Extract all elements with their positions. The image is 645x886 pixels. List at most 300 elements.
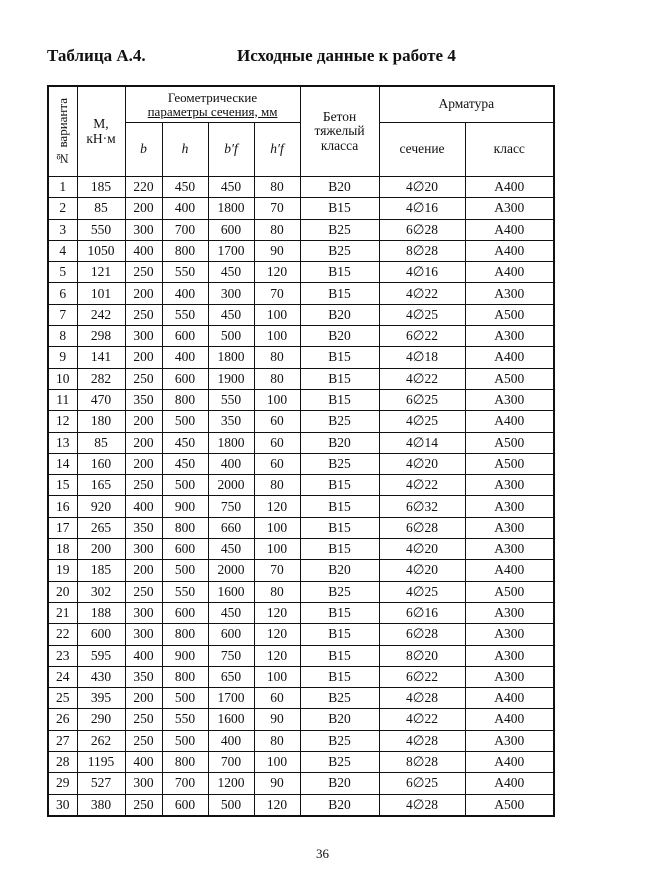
cell-b: 250 xyxy=(125,581,162,602)
cell-section: 4∅18 xyxy=(379,347,465,368)
cell-n: 21 xyxy=(48,602,77,623)
header-moment-line1: M, xyxy=(93,116,109,132)
cell-hf: 120 xyxy=(254,262,300,283)
cell-bf: 450 xyxy=(208,304,254,325)
table-row xyxy=(48,539,554,560)
cell-concrete: B20 xyxy=(300,326,379,347)
cell-hf: 80 xyxy=(254,177,300,198)
cell-section: 4∅22 xyxy=(379,475,465,496)
table-row xyxy=(48,773,554,794)
cell-bf: 1800 xyxy=(208,432,254,453)
cell-n: 27 xyxy=(48,730,77,751)
table-row xyxy=(48,517,554,538)
cell-cls: A400 xyxy=(465,240,554,261)
cell-m: 920 xyxy=(77,496,125,517)
cell-bf: 550 xyxy=(208,389,254,410)
cell-concrete: B15 xyxy=(300,475,379,496)
cell-bf: 600 xyxy=(208,624,254,645)
cell-section: 4∅22 xyxy=(379,368,465,389)
cell-concrete: B25 xyxy=(300,752,379,773)
table-row xyxy=(48,602,554,623)
cell-cls: A400 xyxy=(465,688,554,709)
cell-h: 700 xyxy=(162,219,208,240)
table-row xyxy=(48,219,554,240)
cell-m: 185 xyxy=(77,560,125,581)
header-concrete-line2: тяжелый xyxy=(314,123,365,139)
cell-b: 250 xyxy=(125,262,162,283)
cell-hf: 80 xyxy=(254,730,300,751)
table-row xyxy=(48,709,554,730)
cell-bf: 500 xyxy=(208,794,254,816)
cell-m: 185 xyxy=(77,177,125,198)
cell-cls: A500 xyxy=(465,304,554,325)
cell-hf: 120 xyxy=(254,794,300,816)
cell-m: 290 xyxy=(77,709,125,730)
cell-h: 600 xyxy=(162,326,208,347)
cell-cls: A300 xyxy=(465,517,554,538)
cell-m: 470 xyxy=(77,389,125,410)
cell-hf: 120 xyxy=(254,496,300,517)
cell-hf: 120 xyxy=(254,624,300,645)
cell-section: 4∅25 xyxy=(379,304,465,325)
cell-n: 9 xyxy=(48,347,77,368)
cell-m: 595 xyxy=(77,645,125,666)
cell-hf: 60 xyxy=(254,453,300,474)
cell-h: 550 xyxy=(162,304,208,325)
cell-hf: 100 xyxy=(254,389,300,410)
cell-cls: A300 xyxy=(465,539,554,560)
table-row xyxy=(48,262,554,283)
cell-b: 200 xyxy=(125,411,162,432)
cell-bf: 450 xyxy=(208,177,254,198)
cell-n: 19 xyxy=(48,560,77,581)
cell-section: 4∅28 xyxy=(379,730,465,751)
cell-bf: 500 xyxy=(208,326,254,347)
cell-h: 550 xyxy=(162,581,208,602)
cell-bf: 450 xyxy=(208,539,254,560)
cell-n: 1 xyxy=(48,177,77,198)
cell-m: 1050 xyxy=(77,240,125,261)
cell-concrete: B20 xyxy=(300,560,379,581)
cell-hf: 120 xyxy=(254,645,300,666)
cell-hf: 60 xyxy=(254,432,300,453)
table-row xyxy=(48,347,554,368)
table-row xyxy=(48,496,554,517)
cell-concrete: B15 xyxy=(300,645,379,666)
cell-b: 400 xyxy=(125,752,162,773)
cell-bf: 750 xyxy=(208,496,254,517)
cell-section: 6∅22 xyxy=(379,326,465,347)
cell-bf: 1600 xyxy=(208,709,254,730)
cell-concrete: B15 xyxy=(300,602,379,623)
cell-cls: A300 xyxy=(465,645,554,666)
cell-h: 500 xyxy=(162,560,208,581)
cell-section: 8∅28 xyxy=(379,752,465,773)
cell-b: 250 xyxy=(125,475,162,496)
cell-hf: 90 xyxy=(254,773,300,794)
table-row xyxy=(48,475,554,496)
data-table xyxy=(47,85,555,817)
cell-section: 4∅20 xyxy=(379,453,465,474)
cell-concrete: B15 xyxy=(300,347,379,368)
cell-n: 16 xyxy=(48,496,77,517)
cell-h: 550 xyxy=(162,262,208,283)
cell-hf: 90 xyxy=(254,240,300,261)
cell-concrete: B15 xyxy=(300,517,379,538)
header-concrete-line1: Бетон xyxy=(322,109,357,125)
cell-m: 85 xyxy=(77,198,125,219)
cell-n: 28 xyxy=(48,752,77,773)
cell-concrete: B15 xyxy=(300,368,379,389)
cell-section: 4∅16 xyxy=(379,262,465,283)
cell-section: 6∅28 xyxy=(379,624,465,645)
cell-n: 20 xyxy=(48,581,77,602)
table-row xyxy=(48,581,554,602)
cell-b: 200 xyxy=(125,198,162,219)
cell-section: 4∅20 xyxy=(379,177,465,198)
cell-hf: 100 xyxy=(254,752,300,773)
cell-cls: A500 xyxy=(465,453,554,474)
cell-section: 6∅25 xyxy=(379,389,465,410)
cell-hf: 80 xyxy=(254,219,300,240)
cell-cls: A400 xyxy=(465,262,554,283)
cell-bf: 2000 xyxy=(208,475,254,496)
cell-n: 5 xyxy=(48,262,77,283)
table-row xyxy=(48,389,554,410)
cell-n: 2 xyxy=(48,198,77,219)
table-row xyxy=(48,794,554,816)
cell-section: 4∅25 xyxy=(379,581,465,602)
cell-n: 11 xyxy=(48,389,77,410)
table-label: Таблица А.4. xyxy=(47,46,146,65)
table-row xyxy=(48,198,554,219)
cell-concrete: B20 xyxy=(300,773,379,794)
cell-bf: 450 xyxy=(208,262,254,283)
cell-cls: A400 xyxy=(465,411,554,432)
cell-h: 800 xyxy=(162,240,208,261)
cell-h: 800 xyxy=(162,624,208,645)
header-b: b xyxy=(125,123,162,177)
cell-n: 18 xyxy=(48,539,77,560)
header-rebar-label: Арматура xyxy=(438,96,495,112)
cell-h: 450 xyxy=(162,432,208,453)
cell-m: 298 xyxy=(77,326,125,347)
cell-section: 4∅22 xyxy=(379,709,465,730)
cell-cls: A300 xyxy=(465,666,554,687)
cell-m: 141 xyxy=(77,347,125,368)
cell-bf: 1700 xyxy=(208,240,254,261)
cell-hf: 100 xyxy=(254,539,300,560)
table-row xyxy=(48,688,554,709)
cell-concrete: B15 xyxy=(300,389,379,410)
cell-concrete: B25 xyxy=(300,411,379,432)
cell-section: 4∅28 xyxy=(379,688,465,709)
cell-section: 4∅16 xyxy=(379,198,465,219)
cell-cls: A300 xyxy=(465,198,554,219)
cell-m: 1195 xyxy=(77,752,125,773)
cell-m: 395 xyxy=(77,688,125,709)
cell-bf: 700 xyxy=(208,752,254,773)
cell-b: 400 xyxy=(125,240,162,261)
cell-n: 7 xyxy=(48,304,77,325)
table-row xyxy=(48,752,554,773)
cell-n: 24 xyxy=(48,666,77,687)
cell-n: 12 xyxy=(48,411,77,432)
cell-section: 6∅28 xyxy=(379,517,465,538)
cell-h: 800 xyxy=(162,389,208,410)
cell-m: 430 xyxy=(77,666,125,687)
cell-b: 350 xyxy=(125,517,162,538)
header-variant xyxy=(48,86,77,177)
cell-h: 550 xyxy=(162,709,208,730)
table-row xyxy=(48,283,554,304)
cell-bf: 350 xyxy=(208,411,254,432)
cell-b: 400 xyxy=(125,645,162,666)
cell-cls: A400 xyxy=(465,219,554,240)
cell-bf: 400 xyxy=(208,453,254,474)
cell-concrete: B20 xyxy=(300,709,379,730)
cell-b: 250 xyxy=(125,709,162,730)
cell-b: 200 xyxy=(125,560,162,581)
cell-n: 22 xyxy=(48,624,77,645)
cell-m: 527 xyxy=(77,773,125,794)
table-title: Исходные данные к работе 4 xyxy=(237,46,456,65)
cell-n: 23 xyxy=(48,645,77,666)
header-bf: b′f xyxy=(208,123,254,177)
cell-b: 300 xyxy=(125,219,162,240)
cell-cls: A400 xyxy=(465,709,554,730)
table-row xyxy=(48,453,554,474)
cell-bf: 1600 xyxy=(208,581,254,602)
cell-concrete: B15 xyxy=(300,496,379,517)
cell-n: 10 xyxy=(48,368,77,389)
cell-section: 4∅14 xyxy=(379,432,465,453)
cell-hf: 60 xyxy=(254,411,300,432)
cell-hf: 80 xyxy=(254,368,300,389)
cell-bf: 400 xyxy=(208,730,254,751)
cell-h: 500 xyxy=(162,730,208,751)
cell-h: 500 xyxy=(162,475,208,496)
cell-bf: 1900 xyxy=(208,368,254,389)
cell-h: 800 xyxy=(162,666,208,687)
cell-m: 121 xyxy=(77,262,125,283)
cell-b: 300 xyxy=(125,773,162,794)
header-concrete xyxy=(300,86,379,177)
cell-concrete: B25 xyxy=(300,581,379,602)
cell-cls: A400 xyxy=(465,752,554,773)
table-row xyxy=(48,645,554,666)
cell-h: 700 xyxy=(162,773,208,794)
cell-h: 400 xyxy=(162,347,208,368)
table-body xyxy=(48,177,554,816)
page-number: 36 xyxy=(316,846,329,861)
cell-m: 200 xyxy=(77,539,125,560)
cell-section: 6∅28 xyxy=(379,219,465,240)
cell-n: 30 xyxy=(48,794,77,816)
cell-h: 800 xyxy=(162,752,208,773)
cell-h: 400 xyxy=(162,198,208,219)
cell-section: 6∅32 xyxy=(379,496,465,517)
cell-h: 450 xyxy=(162,453,208,474)
cell-h: 900 xyxy=(162,496,208,517)
table-row xyxy=(48,177,554,198)
cell-section: 6∅22 xyxy=(379,666,465,687)
cell-concrete: B25 xyxy=(300,219,379,240)
cell-cls: A300 xyxy=(465,283,554,304)
cell-concrete: B20 xyxy=(300,794,379,816)
cell-b: 250 xyxy=(125,368,162,389)
cell-concrete: B20 xyxy=(300,304,379,325)
cell-b: 200 xyxy=(125,432,162,453)
cell-section: 8∅28 xyxy=(379,240,465,261)
cell-hf: 70 xyxy=(254,198,300,219)
cell-section: 4∅28 xyxy=(379,794,465,816)
cell-h: 500 xyxy=(162,688,208,709)
cell-b: 220 xyxy=(125,177,162,198)
cell-cls: A300 xyxy=(465,326,554,347)
cell-h: 900 xyxy=(162,645,208,666)
cell-concrete: B15 xyxy=(300,198,379,219)
header-section: сечение xyxy=(379,123,465,177)
header-variant-label: № варианта xyxy=(54,97,70,166)
cell-m: 160 xyxy=(77,453,125,474)
cell-b: 200 xyxy=(125,347,162,368)
cell-section: 4∅25 xyxy=(379,411,465,432)
cell-cls: A400 xyxy=(465,347,554,368)
cell-cls: A300 xyxy=(465,602,554,623)
cell-hf: 80 xyxy=(254,475,300,496)
cell-cls: A500 xyxy=(465,581,554,602)
cell-n: 8 xyxy=(48,326,77,347)
cell-concrete: B15 xyxy=(300,283,379,304)
cell-concrete: B25 xyxy=(300,240,379,261)
cell-hf: 70 xyxy=(254,560,300,581)
cell-bf: 660 xyxy=(208,517,254,538)
cell-n: 14 xyxy=(48,453,77,474)
cell-b: 400 xyxy=(125,496,162,517)
cell-cls: A300 xyxy=(465,475,554,496)
cell-hf: 80 xyxy=(254,581,300,602)
cell-m: 85 xyxy=(77,432,125,453)
table-row xyxy=(48,624,554,645)
cell-concrete: B25 xyxy=(300,453,379,474)
cell-bf: 300 xyxy=(208,283,254,304)
cell-b: 300 xyxy=(125,326,162,347)
cell-concrete: B15 xyxy=(300,624,379,645)
cell-b: 350 xyxy=(125,666,162,687)
cell-h: 600 xyxy=(162,368,208,389)
cell-n: 13 xyxy=(48,432,77,453)
cell-h: 600 xyxy=(162,602,208,623)
cell-h: 800 xyxy=(162,517,208,538)
cell-concrete: B25 xyxy=(300,688,379,709)
header-geometry-line2: параметры сечения, мм xyxy=(147,103,278,119)
cell-b: 300 xyxy=(125,624,162,645)
cell-bf: 2000 xyxy=(208,560,254,581)
cell-cls: A500 xyxy=(465,794,554,816)
cell-n: 25 xyxy=(48,688,77,709)
cell-bf: 650 xyxy=(208,666,254,687)
table-row xyxy=(48,240,554,261)
cell-m: 282 xyxy=(77,368,125,389)
cell-n: 29 xyxy=(48,773,77,794)
cell-n: 3 xyxy=(48,219,77,240)
cell-b: 300 xyxy=(125,602,162,623)
cell-b: 200 xyxy=(125,453,162,474)
cell-section: 6∅25 xyxy=(379,773,465,794)
cell-h: 600 xyxy=(162,539,208,560)
cell-n: 6 xyxy=(48,283,77,304)
table-row xyxy=(48,326,554,347)
cell-m: 265 xyxy=(77,517,125,538)
cell-b: 200 xyxy=(125,283,162,304)
cell-hf: 80 xyxy=(254,347,300,368)
cell-m: 262 xyxy=(77,730,125,751)
cell-cls: A300 xyxy=(465,624,554,645)
cell-concrete: B20 xyxy=(300,432,379,453)
cell-m: 380 xyxy=(77,794,125,816)
cell-hf: 100 xyxy=(254,517,300,538)
cell-cls: A300 xyxy=(465,496,554,517)
cell-b: 350 xyxy=(125,389,162,410)
header-moment-line2: кН·м xyxy=(86,130,116,146)
cell-bf: 1200 xyxy=(208,773,254,794)
cell-n: 26 xyxy=(48,709,77,730)
cell-hf: 100 xyxy=(254,666,300,687)
cell-b: 250 xyxy=(125,730,162,751)
cell-h: 400 xyxy=(162,283,208,304)
table-row xyxy=(48,304,554,325)
cell-n: 4 xyxy=(48,240,77,261)
cell-m: 101 xyxy=(77,283,125,304)
cell-b: 250 xyxy=(125,304,162,325)
header-concrete-line3: класса xyxy=(320,137,359,153)
cell-bf: 1800 xyxy=(208,347,254,368)
cell-h: 500 xyxy=(162,411,208,432)
cell-concrete: B25 xyxy=(300,730,379,751)
header-class: класс xyxy=(465,123,554,177)
header-hf: h′f xyxy=(254,123,300,177)
cell-b: 300 xyxy=(125,539,162,560)
table-row xyxy=(48,432,554,453)
table-row xyxy=(48,560,554,581)
cell-cls: A400 xyxy=(465,177,554,198)
cell-hf: 100 xyxy=(254,304,300,325)
cell-m: 165 xyxy=(77,475,125,496)
cell-m: 242 xyxy=(77,304,125,325)
cell-h: 450 xyxy=(162,177,208,198)
cell-hf: 120 xyxy=(254,602,300,623)
cell-concrete: B15 xyxy=(300,539,379,560)
cell-concrete: B15 xyxy=(300,666,379,687)
cell-m: 188 xyxy=(77,602,125,623)
cell-bf: 1700 xyxy=(208,688,254,709)
cell-section: 6∅16 xyxy=(379,602,465,623)
cell-n: 15 xyxy=(48,475,77,496)
cell-m: 600 xyxy=(77,624,125,645)
cell-section: 4∅20 xyxy=(379,539,465,560)
header-h: h xyxy=(162,123,208,177)
header-geometry-line1: Геометрические xyxy=(167,89,258,105)
cell-concrete: B20 xyxy=(300,177,379,198)
cell-cls: A300 xyxy=(465,389,554,410)
cell-b: 250 xyxy=(125,794,162,816)
table-row xyxy=(48,411,554,432)
table-row xyxy=(48,368,554,389)
cell-bf: 600 xyxy=(208,219,254,240)
cell-hf: 60 xyxy=(254,688,300,709)
cell-cls: A500 xyxy=(465,432,554,453)
